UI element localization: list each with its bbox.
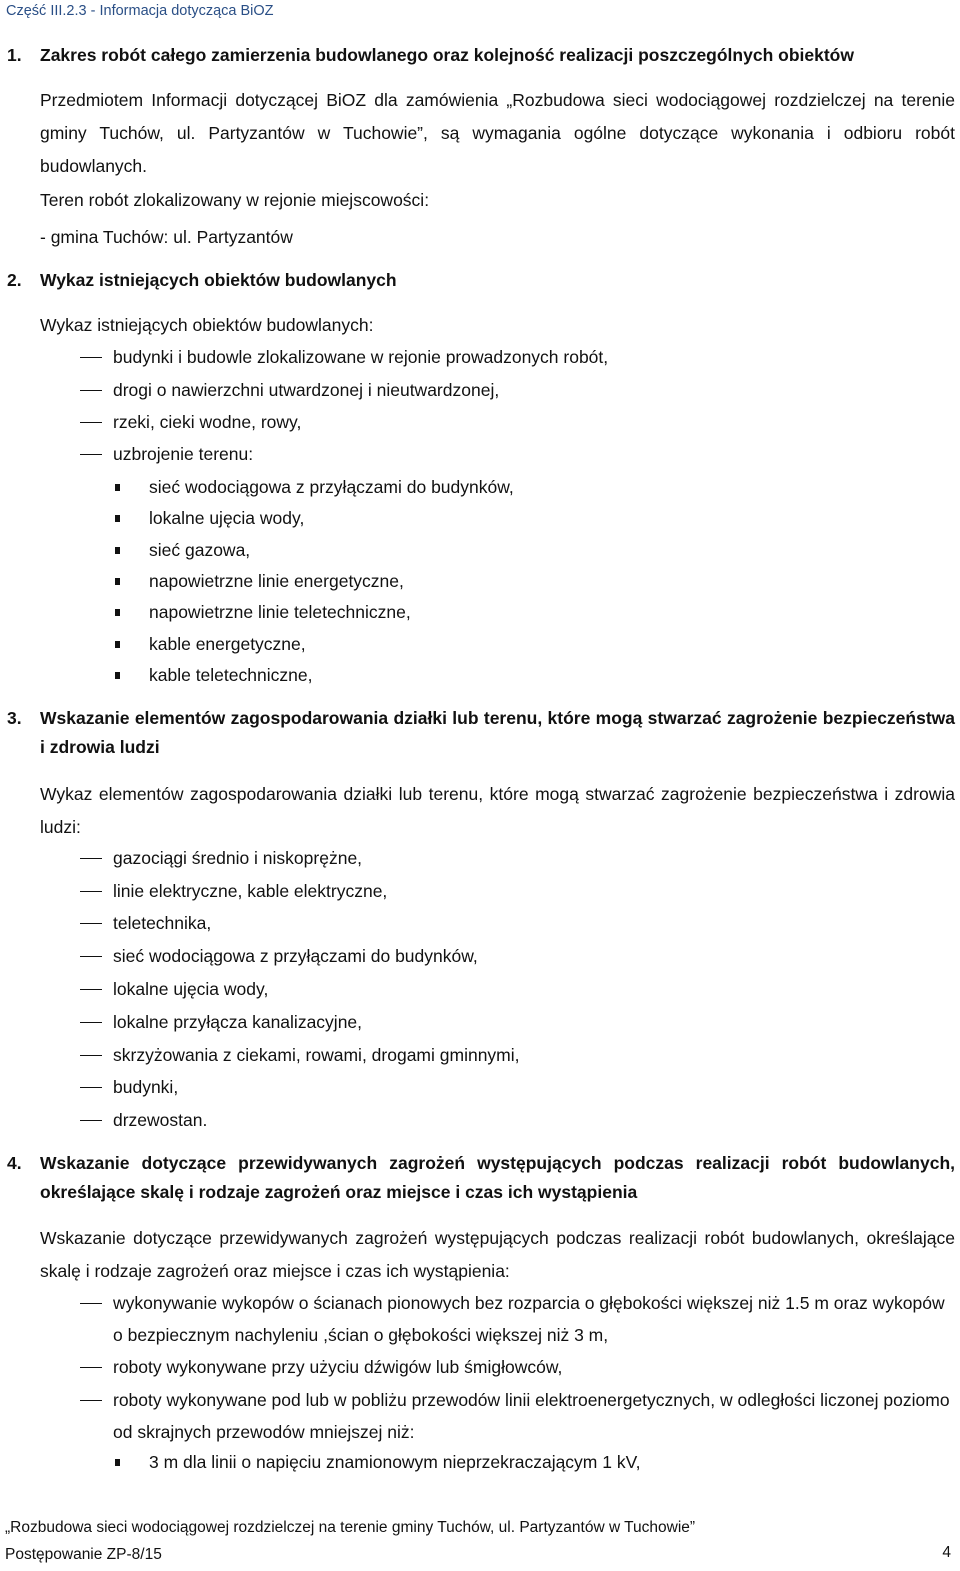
section-title: Wskazanie elementów zagospodarowania działki lub terenu, które mogą stwarzać zagrożenie bezpieczeństwa i zdrowia ludzi (40, 708, 955, 757)
dash-bullet (40, 1384, 113, 1448)
location-text: - gmina Tuchów: ul. Partyzantów (40, 227, 293, 247)
section-3-heading (7, 704, 955, 762)
dash-bullet (40, 374, 113, 407)
list-item: linie elektryczne, kable elektryczne, (40, 875, 955, 908)
section-title: Wykaz istniejących obiektów budowlanych (40, 270, 397, 290)
list-item: budynki, (40, 1071, 955, 1104)
section-3-intro: Wykaz elementów zagospodarowania działki lub terenu, które mogą stwarzać zagrożenie bezpieczeństwa i zdrowia ludzi: (40, 784, 955, 837)
square-bullet (115, 547, 120, 554)
square-bullet (115, 609, 120, 616)
dash-bullet (40, 1351, 113, 1384)
section-number: 2. (7, 270, 22, 290)
dash-bullet (40, 1071, 113, 1104)
square-bullet (115, 578, 120, 585)
list-item: teletechnika, (40, 907, 955, 940)
dash-bullet (40, 1287, 113, 1351)
page-number: 4 (942, 1544, 951, 1561)
list-item: gazociągi średnio i niskoprężne, (40, 842, 955, 875)
section-4-heading (7, 1149, 955, 1207)
dash-bullet (40, 1104, 113, 1137)
sub-list-item: lokalne ujęcia wody, (115, 503, 304, 534)
section-number: 4. (7, 1153, 22, 1173)
list-item: drogi o nawierzchni utwardzonej i nieutwardzonej, (40, 374, 955, 407)
list-item: wykonywanie wykopów o ścianach pionowych bez rozparcia o głębokości większej niż 1.5 m oraz wykopów o bezpiecznym nachyleniu ,ścian o głębokości większej niż 3 m, (40, 1287, 955, 1351)
list-item: roboty wykonywane pod lub w pobliżu przewodów linii elektroenergetycznych, w odległości liczonej poziomo od skrajnych przewodów mniejszej niż: (40, 1384, 955, 1448)
list-item: rzeki, cieki wodne, rowy, (40, 406, 955, 439)
section-number: 3. (7, 708, 22, 728)
dash-bullet (40, 907, 113, 940)
square-bullet (115, 672, 120, 679)
location-intro: Teren robót zlokalizowany w rejonie miejscowości: (40, 190, 430, 210)
square-bullet (115, 641, 120, 648)
list-item: sieć wodociągowa z przyłączami do budynków, (40, 940, 955, 973)
dash-bullet (40, 406, 113, 439)
list-item: lokalne ujęcia wody, (40, 973, 955, 1006)
list-item: skrzyżowania z ciekami, rowami, drogami gminnymi, (40, 1039, 955, 1072)
square-bullet (115, 515, 120, 522)
list-item: lokalne przyłącza kanalizacyjne, (40, 1006, 955, 1039)
section-1-paragraph: Przedmiotem Informacji dotyczącej BiOZ dla zamówienia „Rozbudowa sieci wodociągowej rozdzielczej na terenie gminy Tuchów, ul. Partyzantów w Tuchowie”, są wymagania ogólne dotyczące wykonania i odbioru robót budowlanych. (40, 90, 955, 176)
dash-bullet (40, 973, 113, 1006)
sub-list-item: 3 m dla linii o napięciu znamionowym nieprzekraczającym 1 kV, (115, 1447, 641, 1478)
dash-bullet (40, 438, 113, 471)
section-2-heading (7, 266, 955, 295)
section-number: 1. (7, 45, 22, 65)
document-header-title: Część III.2.3 - Informacja dotycząca BiOZ (6, 3, 274, 19)
dash-bullet (40, 940, 113, 973)
square-bullet (115, 1459, 120, 1466)
section-title: Zakres robót całego zamierzenia budowlanego oraz kolejność realizacji poszczególnych obiektów (40, 45, 854, 65)
sub-list-item: napowietrzne linie teletechniczne, (115, 597, 411, 628)
dash-bullet (40, 842, 113, 875)
dash-bullet (40, 875, 113, 908)
dash-bullet (40, 341, 113, 374)
section-4-intro: Wskazanie dotyczące przewidywanych zagrożeń występujących podczas realizacji robót budowlanych, określające skalę i rodzaje zagrożeń oraz miejsce i czas ich wystąpienia: (40, 1228, 955, 1281)
sub-list-item: kable energetyczne, (115, 629, 306, 660)
list-item: drzewostan. (40, 1104, 955, 1137)
sub-list-item: sieć gazowa, (115, 535, 250, 566)
dash-bullet (40, 1006, 113, 1039)
sub-list-item: sieć wodociągowa z przyłączami do budynków, (115, 472, 514, 503)
square-bullet (115, 484, 120, 491)
sub-list-item: kable teletechniczne, (115, 660, 312, 691)
section-1-heading (7, 41, 955, 70)
list-item: uzbrojenie terenu: (40, 438, 955, 471)
list-item: budynki i budowle zlokalizowane w rejonie prowadzonych robót, (40, 341, 955, 374)
footer-project-title: „Rozbudowa sieci wodociągowej rozdzielczej na terenie gminy Tuchów, ul. Partyzantów w Tuchowie” (5, 1519, 696, 1536)
list-item: roboty wykonywane przy użyciu dźwigów lub śmigłowców, (40, 1351, 955, 1384)
sub-list-item: napowietrzne linie energetyczne, (115, 566, 404, 597)
footer-procedure-code: Postępowanie ZP-8/15 (5, 1546, 162, 1563)
dash-bullet (40, 1039, 113, 1072)
section-2-intro: Wykaz istniejących obiektów budowlanych: (40, 315, 374, 335)
section-title: Wskazanie dotyczące przewidywanych zagrożeń występujących podczas realizacji robót budowlanych, określające skalę i rodzaje zagrożeń oraz miejsce i czas ich wystąpienia (40, 1153, 955, 1202)
